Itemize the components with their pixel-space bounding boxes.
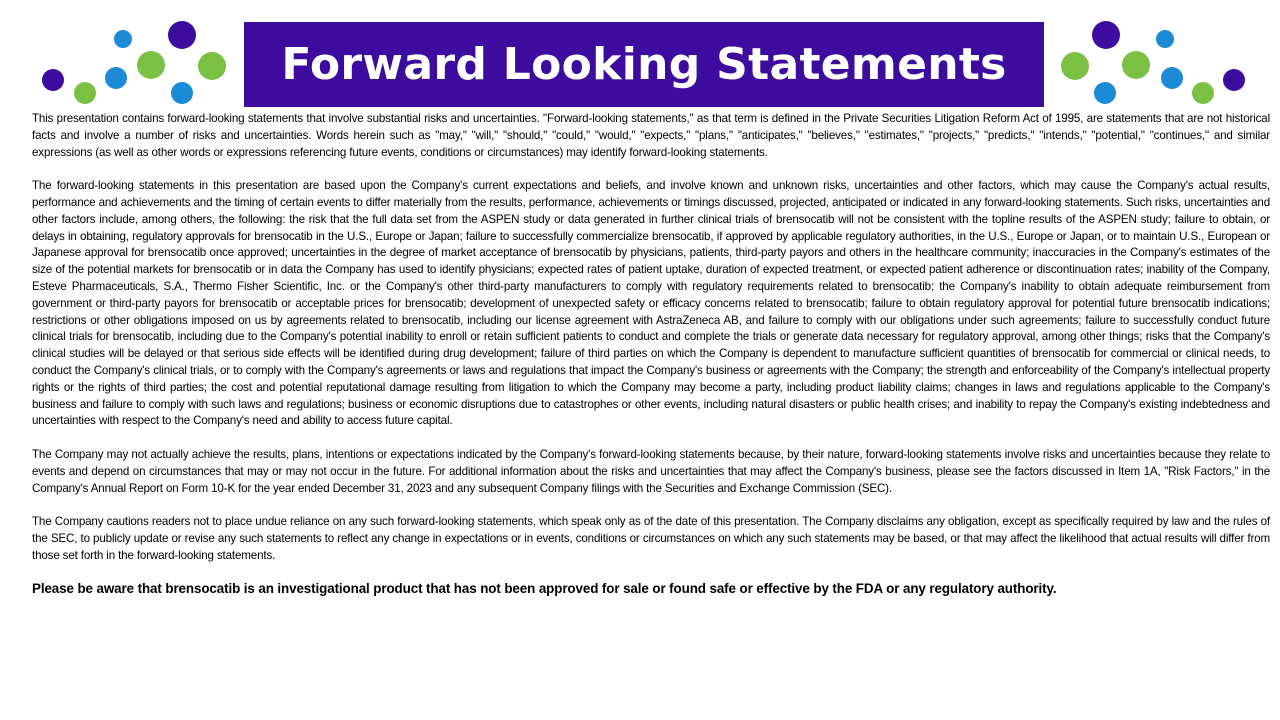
dot-green bbox=[1192, 82, 1214, 104]
dot-blue bbox=[1094, 82, 1116, 104]
dot-purple bbox=[1223, 69, 1245, 91]
dot-purple bbox=[42, 69, 64, 91]
dot-blue bbox=[114, 30, 132, 48]
dot-blue bbox=[105, 67, 127, 89]
dot-purple bbox=[168, 21, 196, 49]
dot-green bbox=[198, 52, 226, 80]
title-banner bbox=[244, 22, 1044, 107]
paragraph-intro: This presentation contains forward-looking statements that involve substantial risks and uncertainties. "Forward-looking statements," as that term is defined in the Private Securities Litigation Reform Act of 1995, are statements that are not historical facts and involve a number of risks and uncertainties. Words herein such as "may," "will," "should," "could," "would," "expects," "plans," "anticipates," "believes," "estimates," "projects," "predicts," "intends," "potential," "continues," and similar expressions (as well as other words or expressions referencing future events, conditions or circumstances) may identify forward-looking statements. bbox=[32, 112, 1270, 159]
dot-blue bbox=[1161, 67, 1183, 89]
dot-blue bbox=[1156, 30, 1174, 48]
investigational-product-notice: Please be aware that brensocatib is an investigational product that has not been approved for sale or found safe or effective by the FDA or any regulatory authority. bbox=[32, 581, 1057, 597]
dot-purple bbox=[1092, 21, 1120, 49]
dot-blue bbox=[171, 82, 193, 104]
disclaimer-body bbox=[32, 111, 1270, 615]
dot-green bbox=[1122, 51, 1150, 79]
paragraph-no-guarantee: The Company may not actually achieve the results, plans, intentions or expectations indicated by the Company's forward-looking statements because, by their nature, forward-looking statements involve risks and uncertainties because they relate to events and depend on circumstances that may or may not occur in the future. For additional information about the risks and uncertainties that may affect the Company's business, please see the factors discussed in Item 1A, "Risk Factors," in the Company's Annual Report on Form 10-K for the year ended December 31, 2023 and any subsequent Company filings with the Securities and Exchange Commission (SEC). bbox=[32, 447, 1270, 495]
dot-green bbox=[1061, 52, 1089, 80]
dot-green bbox=[137, 51, 165, 79]
paragraph-no-undue-reliance: The Company cautions readers not to place undue reliance on any such forward-looking statements, which speak only as of the date of this presentation. The Company disclaims any obligation, except as specifically required by law and the rules of the SEC, to publicly update or revise any such statements to reflect any change in expectations or in events, conditions or circumstances on which any such statements may be based, or that may affect the likelihood that actual results will differ from those set forth in the forward-looking statements. bbox=[32, 515, 1270, 562]
slide-title: Forward Looking Statements bbox=[281, 39, 1007, 90]
paragraph-risk-factors: The forward-looking statements in this presentation are based upon the Company's current expectations and beliefs, and involve known and unknown risks, uncertainties and other factors, which may cause the Company's actual results, performance and achievements and the timing of certain events to differ materially from the results, performance, achievements or timings discussed, projected, anticipated or indicated in any forward-looking statements. Such risks, uncertainties and other factors include, among others, the following: the risk that the full data set from the ASPEN study or data generated in further clinical trials of brensocatib will not be consistent with the topline results of the ASPEN study; failure to obtain, or delays in obtaining, regulatory approvals for brensocatib in the U.S., Europe or Japan; failure to successfully commercialize brensocatib, if approved by applicable regulatory authorities, in the U.S., Europe or Japan, or to maintain U.S., European or Japanese approval for brensocatib once approved; uncertainties in the degree of market acceptance of brensocatib by physicians, patients, third-party payors and others in the healthcare community; inaccuracies in the Company's estimates of the size of the potential markets for brensocatib or in data the Company has used to identify physicians; expected rates of patient uptake, duration of expected treatment, or expected patient adherence or discontinuation rates; inability of the Company, Esteve Pharmaceuticals, S.A., Thermo Fisher Scientific, Inc. or the Company's other third-party manufacturers to comply with regulatory requirements related to brensocatib; the Company's inability to obtain adequate reimbursement from government or third-party payors for brensocatib or acceptable prices for brensocatib; development of unexpected safety or efficacy concerns related to brensocatib; failure to obtain regulatory approval for potential future brensocatib indications; restrictions or other obligations imposed on us by agreements related to brensocatib, including our license agreement with AstraZeneca AB, and failure to comply with our obligations under such agreements; failure to successfully conduct future clinical trials for brensocatib, including due to the Company's potential inability to enroll or retain sufficient patients to conduct and complete the trials or generate data necessary for regulatory approval, among other things; risks that the Company's clinical studies will be delayed or that serious side effects will be identified during drug development; failure of third parties on which the Company is dependent to manufacture sufficient quantities of brensocatib for commercial or clinical needs, to conduct the Company's clinical trials, or to comply with the Company's agreements or laws and regulations that impact the Company's business or agreements with the Company; the strength and enforceability of the Company's intellectual property rights or the rights of third parties; the cost and potential reputational damage resulting from litigation to which the Company may become a party, including product liability claims; changes in laws and regulations applicable to the Company's business and failure to comply with such laws and regulations; business or economic disruptions due to catastrophes or other events, including natural disasters or public health crises; and inability to repay the Company's existing indebtedness and uncertainties with respect to the Company's need and ability to access future capital. bbox=[32, 179, 1270, 428]
dot-green bbox=[74, 82, 96, 104]
